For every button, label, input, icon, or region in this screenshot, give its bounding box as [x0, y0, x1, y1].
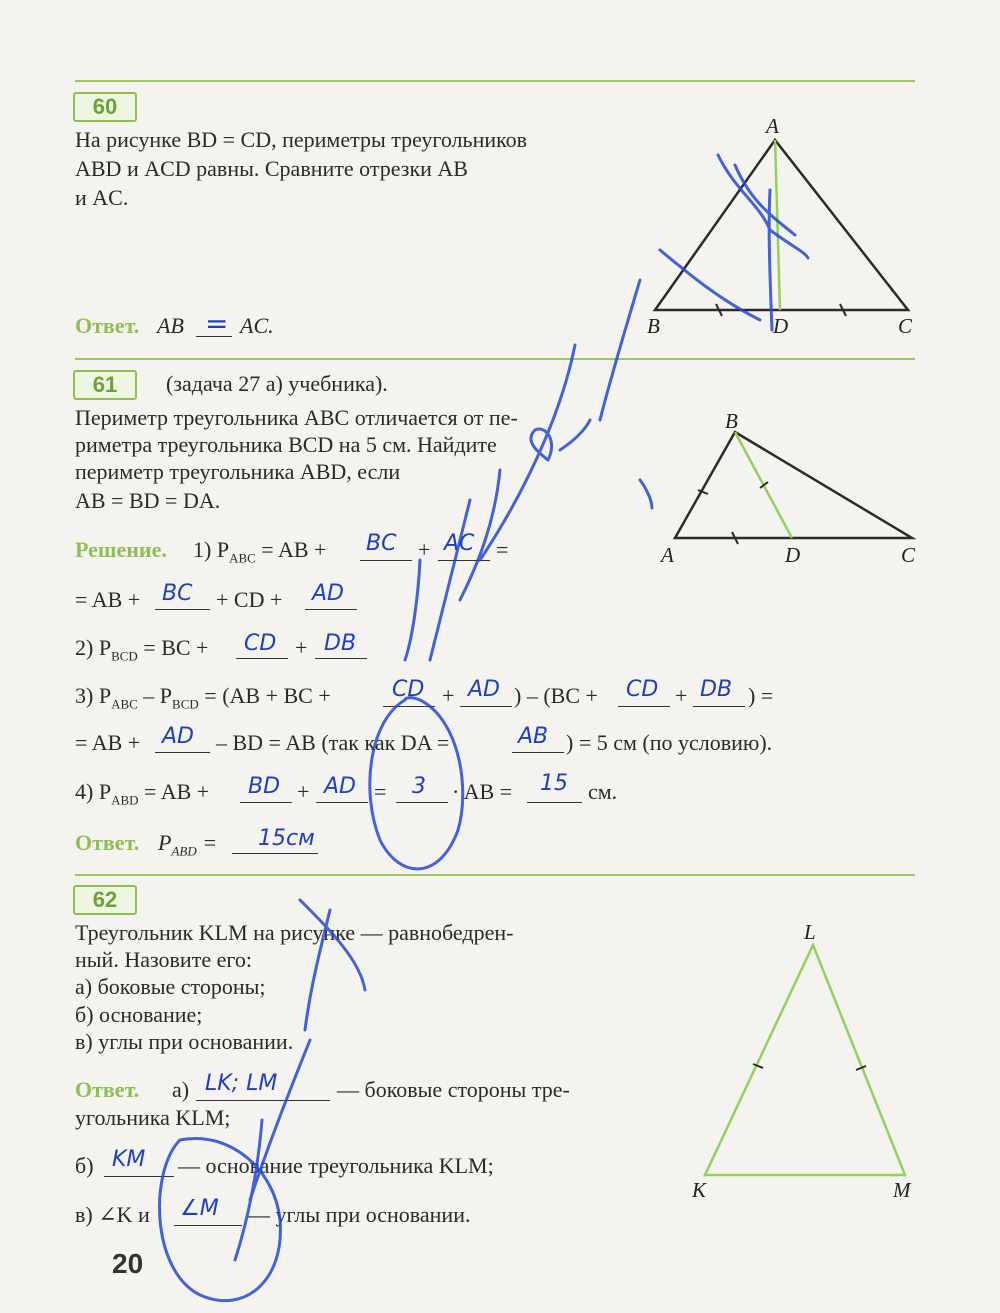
step3b-c: ) = 5 см (по условию). — [566, 730, 773, 755]
label-b-60: B — [647, 314, 660, 338]
step3-plus2: + — [675, 683, 688, 708]
step4-hw1: BD — [248, 774, 281, 799]
label-m-62: M — [893, 1178, 911, 1202]
problem61-text-line2: риметра треугольника BCD на 5 см. Найдите — [75, 432, 497, 457]
step1-hw1: BC — [366, 531, 397, 556]
triangle-abc-61 — [675, 432, 912, 544]
problem60-text-line1: На рисунке BD = CD, периметры треугольников — [75, 127, 528, 152]
problem61-step3: 3) $P_{ABC} - P_{BCD} = (AB$ + BC + — [75, 683, 331, 712]
problem62-a-text2: угольника KLM; — [75, 1105, 231, 1130]
problem60-text-line2: ABD и ACD равны. Сравните отрезки AB — [75, 156, 468, 181]
step3-plus1: + — [442, 683, 455, 708]
step4-plus: + — [297, 779, 310, 804]
problem60-text-line3: и AC. — [75, 185, 129, 210]
label-a-61: A — [661, 543, 674, 567]
problem60-answer-handwritten: = — [205, 307, 229, 340]
step4-d: см. — [588, 779, 618, 804]
step3b-a: = AB + — [75, 730, 141, 755]
step1-hw2: AC — [444, 531, 475, 556]
step4-hw2: AD — [324, 774, 356, 799]
problem60-answer-pre: AB — [157, 313, 184, 338]
problem62-c-text: — углы при основании. — [248, 1202, 471, 1227]
step1b-hw1: BC — [162, 581, 193, 606]
step4-c: · AB = — [452, 779, 513, 804]
problem62-text-line1: Треугольник KLM на рисунке — равнобедрен- — [75, 920, 514, 945]
step1-plus: + — [418, 537, 431, 562]
triangle-abc-60 — [655, 140, 908, 316]
step4-hw4: 15 — [540, 771, 568, 796]
problem61-answer-expr: $P_{ABD}$ = — [158, 830, 218, 859]
problem61-answer-label: Ответ. — [75, 830, 140, 855]
problem61-text-line1: Периметр треугольника ABC отличается от пе- — [75, 405, 518, 430]
step3b-hw2: AB — [518, 724, 549, 749]
problem61-answer-hw: 15см — [258, 826, 315, 851]
problem62-c-prefix: в) ∠K и — [75, 1202, 150, 1227]
problem60-answer-label: Ответ. — [75, 313, 140, 338]
problem62-b-prefix: б) — [75, 1153, 94, 1178]
step2-plus: + — [295, 635, 308, 660]
problem62-b-hw: KM — [112, 1147, 146, 1172]
label-l-62: L — [804, 920, 816, 944]
problem61-step4: 4) $P_{ABD}$ = AB + — [75, 779, 210, 808]
problem62-c-hw: ∠M — [180, 1196, 219, 1221]
problem61-step2: 2) $P_{BCD}$ = BC + — [75, 635, 209, 664]
problem62-text-line2: ный. Назовите его: — [75, 947, 252, 972]
step4-hw3: 3 — [412, 774, 426, 799]
problem62-text-line5: в) углы при основании. — [75, 1029, 294, 1054]
problem62-a-text1: — боковые стороны тре- — [337, 1077, 570, 1102]
step3-hw3: CD — [626, 677, 659, 702]
problem61-solution-label: Решение. — [75, 537, 167, 562]
step3-hw2: AD — [468, 677, 500, 702]
label-a-60: A — [766, 114, 779, 138]
triangle-klm-62 — [705, 945, 905, 1175]
step1-eq: = — [496, 537, 509, 562]
step3b-b: – BD = AB (так как DA = — [216, 730, 450, 755]
step1b-b: + CD + — [216, 587, 283, 612]
problem61-step1: 1) $P_{ABC}$ = AB + — [193, 537, 327, 566]
step2-hw2: DB — [324, 631, 357, 656]
problem61-text-line4: AB = BD = DA. — [75, 488, 221, 513]
problem62-b-text: — основание треугольника KLM; — [178, 1153, 494, 1178]
step3b-hw1: AD — [162, 724, 194, 749]
step2-hw1: CD — [244, 631, 277, 656]
step4-eq: = — [374, 779, 387, 804]
label-c-61: C — [901, 543, 916, 567]
label-b-61: B — [725, 409, 738, 433]
segment-ad-60 — [775, 140, 780, 310]
problem61-reference: (задача 27 а) учебника). — [166, 371, 388, 396]
problem62-answer-label: Ответ. — [75, 1077, 140, 1102]
step3-d: ) – (BC + — [514, 683, 598, 708]
problem-number-60: 60 — [73, 92, 137, 122]
label-k-62: K — [692, 1178, 707, 1202]
step3-e: ) = — [748, 683, 774, 708]
step3-hw1: CD — [392, 677, 425, 702]
label-d-61: D — [785, 543, 801, 567]
step1b-a: = AB + — [75, 587, 141, 612]
problem60-answer-post: AC. — [240, 313, 274, 338]
problem61-text-line3: периметр треугольника ABD, если — [75, 459, 401, 484]
step3-hw4: DB — [700, 677, 733, 702]
step1b-hw2: AD — [312, 581, 344, 606]
problem62-text-line3: а) боковые стороны; — [75, 974, 266, 999]
problem62-a-hw: LK; LM — [205, 1071, 278, 1096]
problem-number-62: 62 — [73, 885, 137, 915]
label-d-60: D — [773, 314, 789, 338]
problem62-a-prefix: а) — [172, 1077, 190, 1102]
page-number: 20 — [112, 1248, 144, 1279]
problem-number-61: 61 — [73, 370, 137, 400]
problem62-text-line4: б) основание; — [75, 1002, 203, 1027]
label-c-60: C — [898, 314, 913, 338]
pen-scribble-overlay — [160, 155, 808, 1301]
